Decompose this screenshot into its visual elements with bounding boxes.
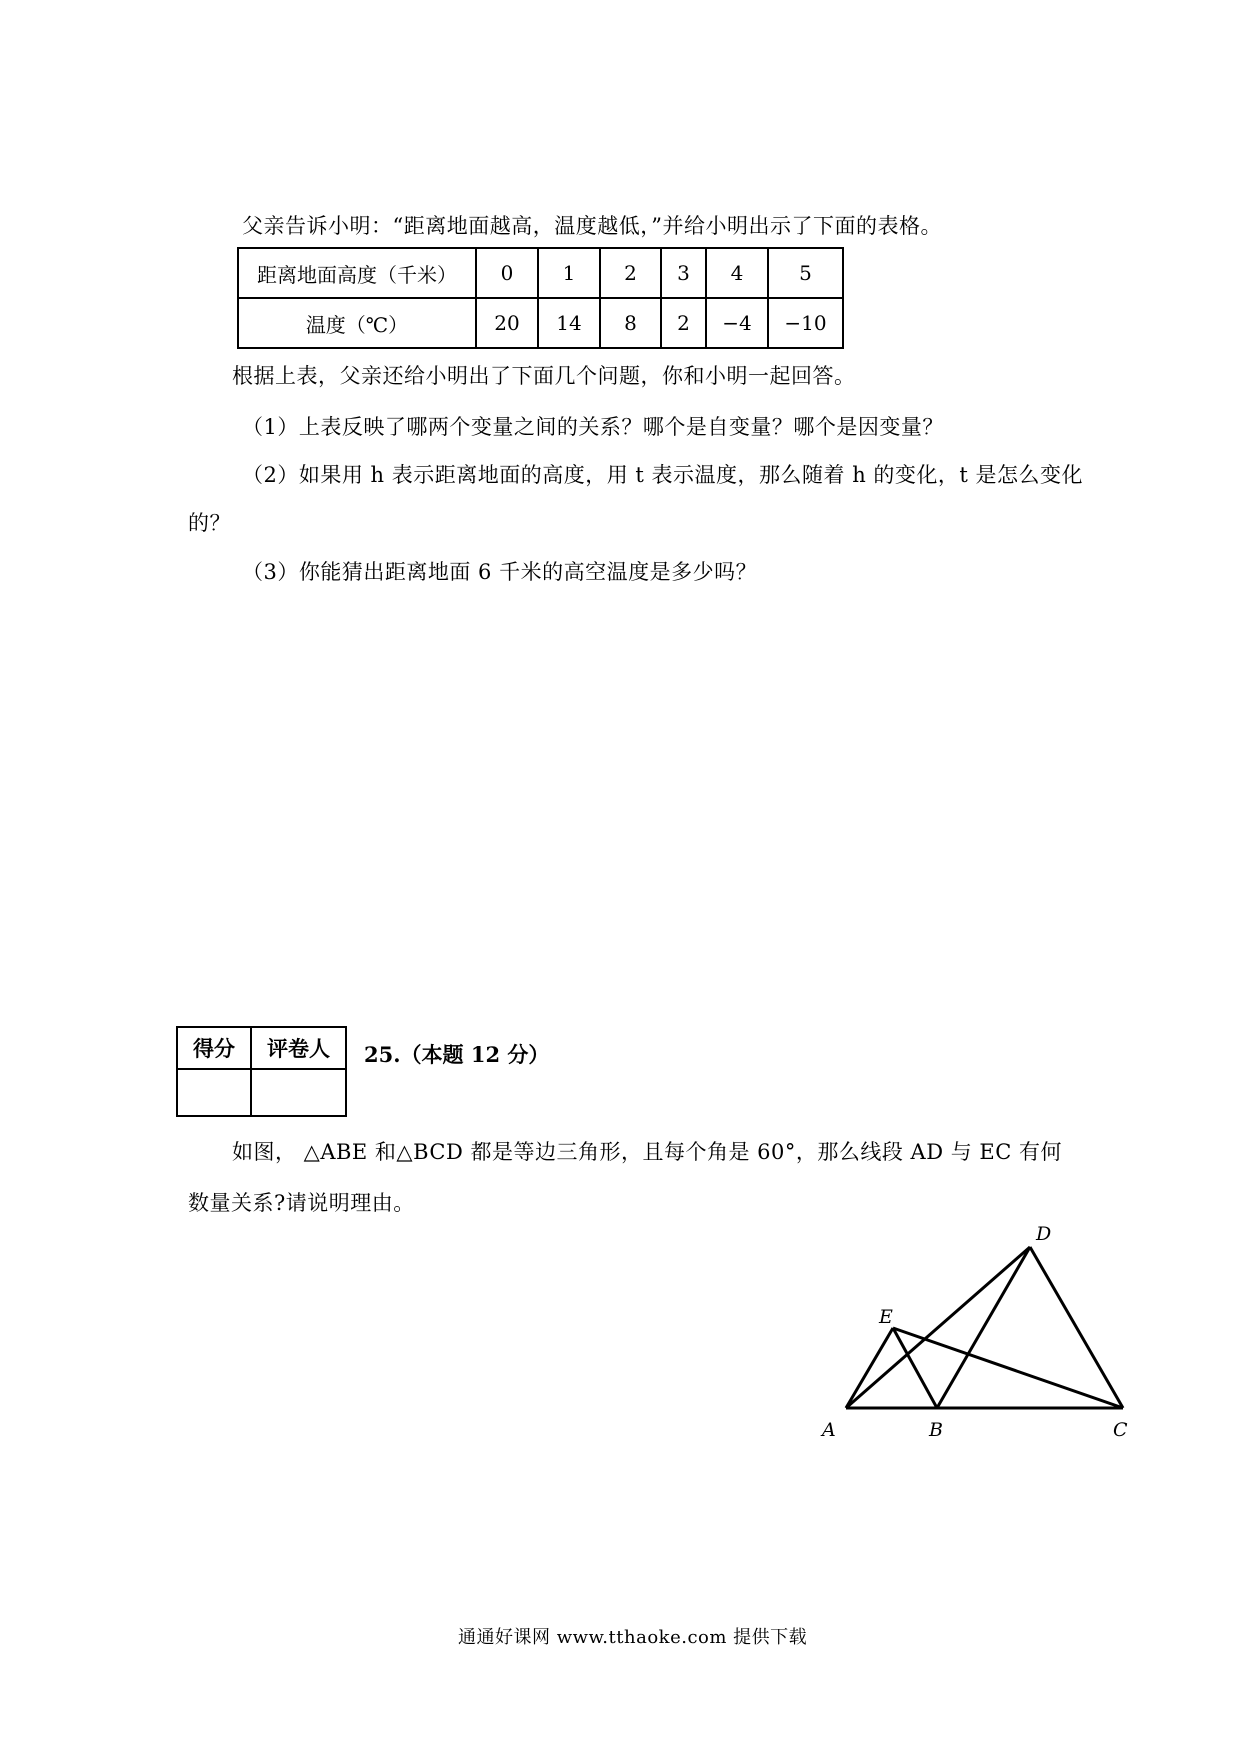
score-box [176,1026,347,1117]
question-1: （1）上表反映了哪两个变量之间的关系？哪个是自变量？哪个是因变量？ [242,415,944,439]
problem-25-title: 25.（本题 12 分） [364,1042,550,1067]
segment-ec [893,1328,1123,1408]
label-b: B [929,1419,943,1441]
grader-cell [251,1069,346,1116]
table-cell: 14 [538,298,600,348]
question-2-line-1: （2）如果用 h 表示距离地面的高度，用 t 表示温度，那么随着 h 的变化，t 是怎么变化 [242,463,1084,487]
after-table-text: 根据上表，父亲还给小明出了下面几个问题，你和小明一起回答。 [232,364,856,388]
table-cell: 4 [706,248,768,298]
table-cell: 5 [768,248,843,298]
table-cell: 20 [476,298,538,348]
problem-25-line-1: 如图， △ABE 和△BCD 都是等边三角形，且每个角是 60°，那么线段 AD 与 EC 有何 [232,1140,1062,1164]
grader-label: 评卷人 [251,1027,346,1069]
triangle-figure [800,1215,1140,1445]
table-cell: 2 [661,298,706,348]
table-cell: 8 [600,298,661,348]
height-temperature-table [237,247,844,349]
table-cell: −10 [768,298,843,348]
table-row-temperature [238,298,843,348]
segment-ad [846,1247,1030,1408]
intro-text: 父亲告诉小明：“距离地面越高，温度越低，”并给小明出示了下面的表格。 [242,214,942,238]
segment-dc [1030,1247,1123,1408]
segment-bd [937,1247,1030,1408]
score-box-body [177,1069,346,1116]
table-cell: 1 [538,248,600,298]
table-cell: 2 [600,248,661,298]
score-cell [177,1069,251,1116]
footer-text: 通通好课网 www.tthaoke.com 提供下载 [458,1627,808,1648]
score-label: 得分 [177,1027,251,1069]
segment-ae [846,1328,893,1408]
score-box-header [177,1027,346,1069]
table-cell: −4 [706,298,768,348]
question-3: （3）你能猜出距离地面 6 千米的高空温度是多少吗？ [242,560,758,584]
label-c: C [1113,1419,1128,1441]
table-row-height [238,248,843,298]
question-2-line-2: 的？ [188,511,231,535]
problem-25-line-2: 数量关系?请说明理由。 [188,1191,415,1215]
label-e: E [879,1306,893,1328]
row-header-temperature: 温度（℃） [238,298,476,348]
table-cell: 0 [476,248,538,298]
table-cell: 3 [661,248,706,298]
row-header-height: 距离地面高度（千米） [238,248,476,298]
label-a: A [822,1419,836,1441]
label-d: D [1036,1223,1052,1245]
